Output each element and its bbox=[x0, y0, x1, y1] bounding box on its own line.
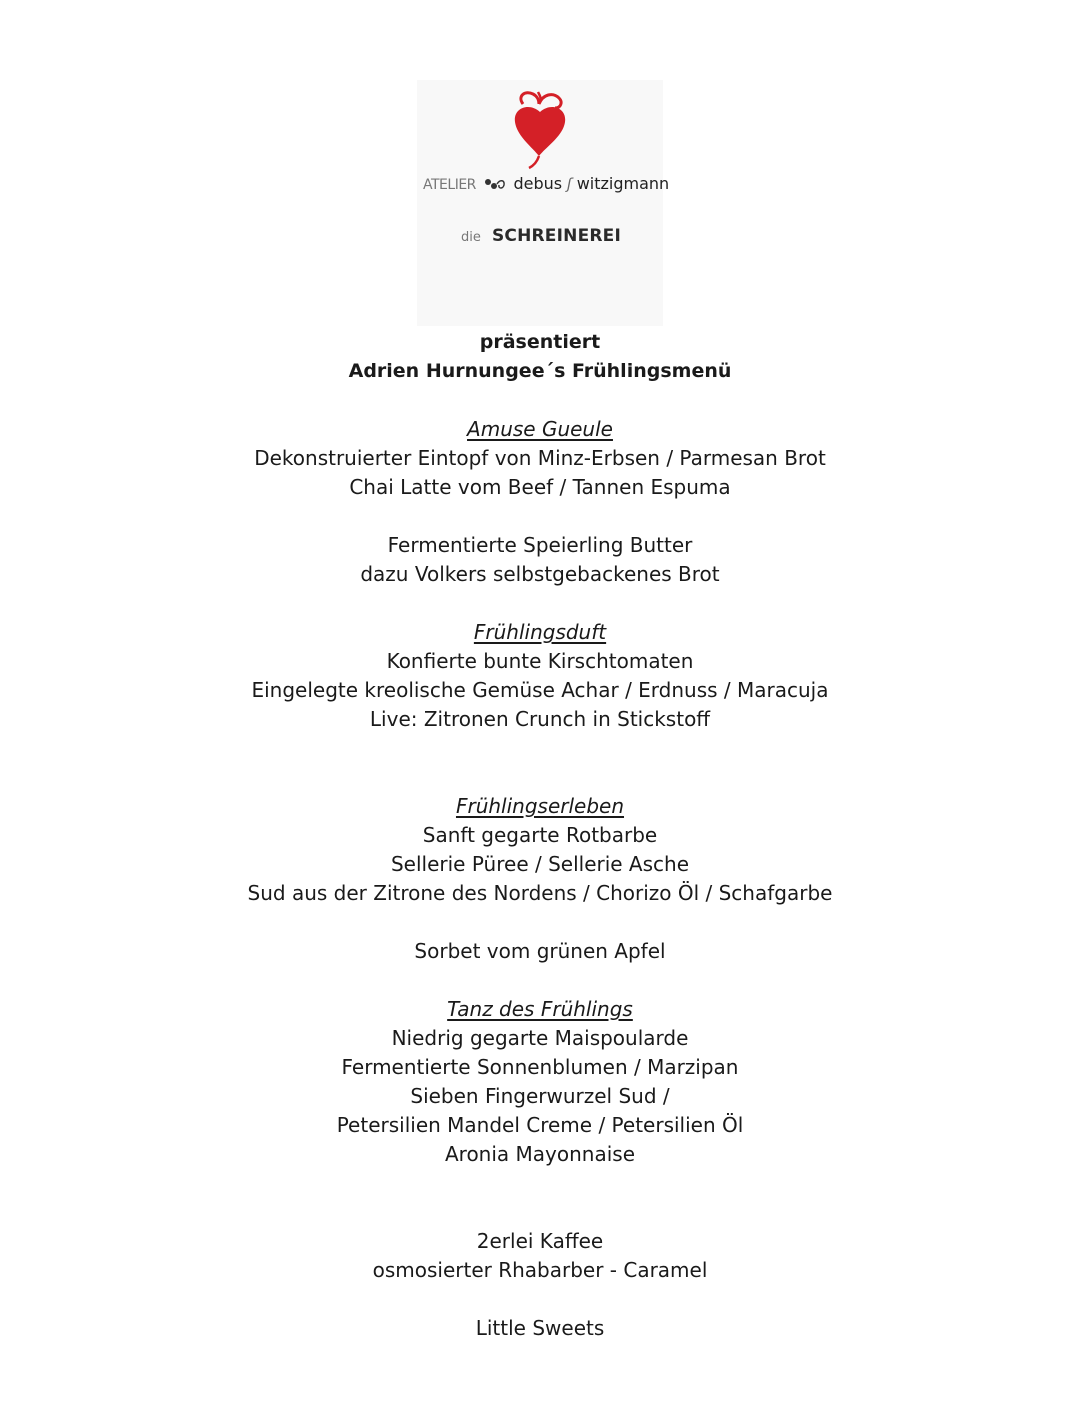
menu-item: Live: Zitronen Crunch in Stickstoff bbox=[369, 707, 711, 731]
heart-logo-icon bbox=[509, 90, 571, 170]
menu-item: Sorbet vom grünen Apfel bbox=[414, 939, 666, 963]
logo-brand-separator: ʃ bbox=[566, 175, 572, 193]
menu-item: Niedrig gegarte Maispoularde bbox=[391, 1026, 689, 1050]
course-amuse-gueule bbox=[0, 415, 1080, 502]
restaurant-logo bbox=[417, 80, 670, 326]
menu-item: Aronia Mayonnaise bbox=[444, 1142, 636, 1166]
menu-item: Konfierte bunte Kirschtomaten bbox=[386, 649, 694, 673]
menu-item: Eingelegte kreolische Gemüse Achar / Erdnuss / Maracuja bbox=[251, 678, 829, 702]
logo-schreinerei: SCHREINEREI bbox=[491, 226, 622, 246]
logo-brand-right: witzigmann bbox=[576, 174, 670, 193]
menu-item: 2erlei Kaffee bbox=[476, 1229, 604, 1253]
menu-item: Chai Latte vom Beef / Tannen Espuma bbox=[349, 475, 731, 499]
logo-die: die bbox=[461, 230, 481, 245]
logo-brand-left: debus bbox=[513, 174, 563, 193]
course-fruehlingsduft bbox=[0, 618, 1080, 734]
course-heading: Frühlingsduft bbox=[473, 620, 607, 644]
course-butter bbox=[0, 531, 1080, 589]
menu-title: Adrien Hurnungee´s Frühlingsmenü bbox=[348, 360, 732, 382]
logo-atelier: ATELIER bbox=[423, 177, 476, 193]
course-heading: Tanz des Frühlings bbox=[447, 997, 633, 1021]
menu-item: Petersilien Mandel Creme / Petersilien Öl bbox=[336, 1113, 744, 1137]
menu-item: Little Sweets bbox=[475, 1316, 605, 1340]
menu-item: Sud aus der Zitrone des Nordens / Chorizo Öl / Schafgarbe bbox=[247, 881, 833, 905]
logo-subline bbox=[461, 226, 621, 246]
course-fruehlingserleben bbox=[0, 792, 1080, 908]
menu-item: Fermentierte Sonnenblumen / Marzipan bbox=[341, 1055, 739, 1079]
course-dessert bbox=[0, 1227, 1080, 1285]
menu-card bbox=[0, 328, 1080, 1343]
menu-item: Sellerie Püree / Sellerie Asche bbox=[390, 852, 690, 876]
menu-item: dazu Volkers selbstgebackenes Brot bbox=[360, 562, 720, 586]
menu-item: Sanft gegarte Rotbarbe bbox=[422, 823, 658, 847]
menu-item: Dekonstruierter Eintopf von Minz-Erbsen / Parmesan Brot bbox=[254, 446, 826, 470]
course-tanz-des-fruehlings bbox=[0, 995, 1080, 1169]
logo-wordmark bbox=[423, 174, 670, 193]
course-heading: Frühlingserleben bbox=[455, 794, 625, 818]
presents-line: präsentiert bbox=[479, 331, 601, 353]
course-heading: Amuse Gueule bbox=[467, 417, 613, 441]
ornament-icon bbox=[483, 177, 507, 191]
course-sweets bbox=[0, 1314, 1080, 1343]
menu-item: Sieben Fingerwurzel Sud / bbox=[410, 1084, 670, 1108]
course-sorbet bbox=[0, 937, 1080, 966]
menu-item: osmosierter Rhabarber - Caramel bbox=[372, 1258, 708, 1282]
menu-item: Fermentierte Speierling Butter bbox=[387, 533, 693, 557]
